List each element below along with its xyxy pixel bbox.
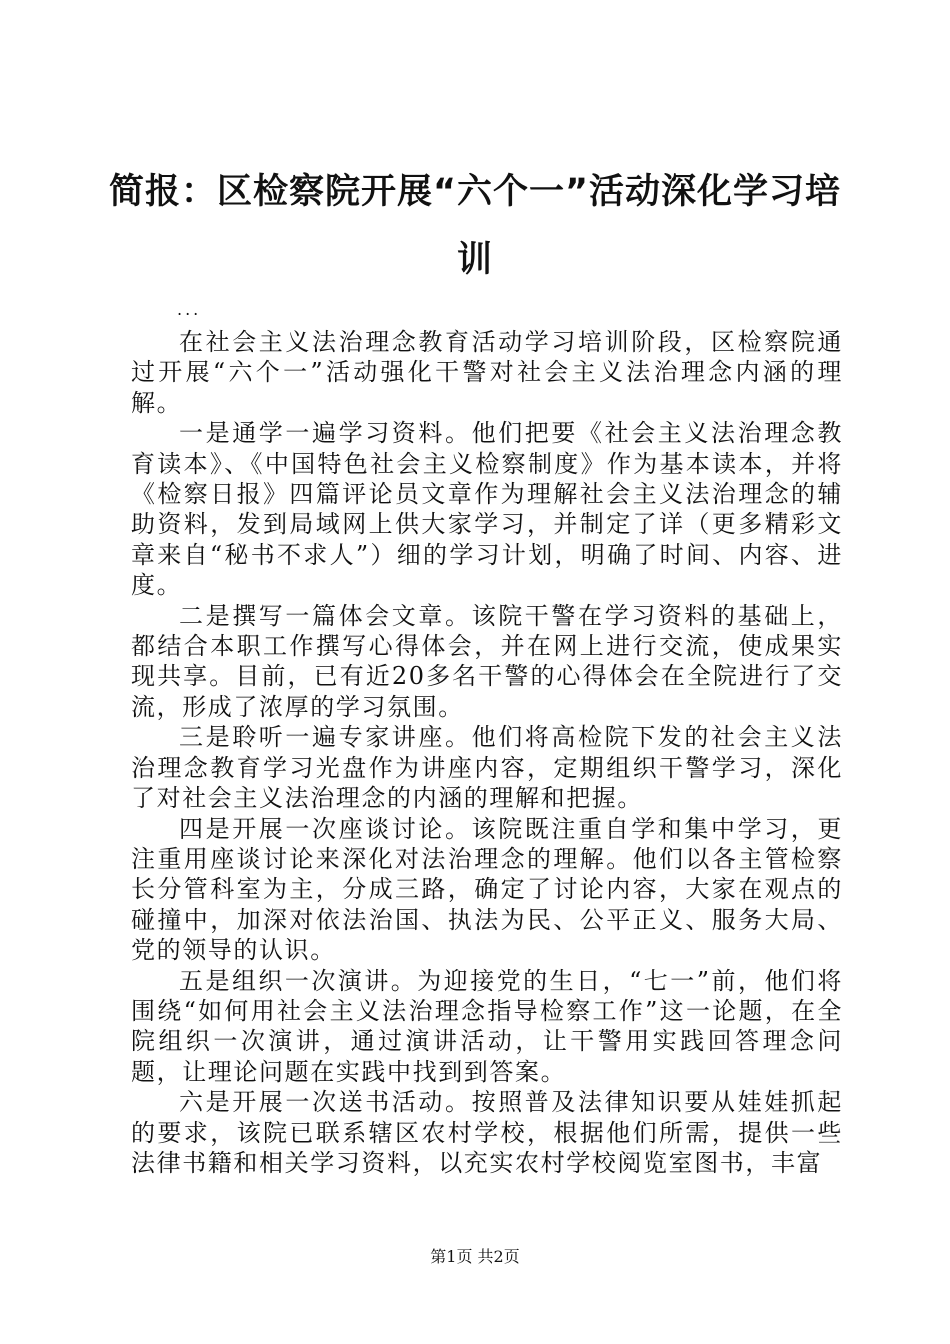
document-body <box>131 327 843 1178</box>
paragraph-2: 二是撰写一篇体会文章。该院干警在学习资料的基础上，都结合本职工作撰写心得体会，并在网上进行交流，使成果实现共享。目前，已有近20多名干警的心得体会在全院进行了交流，形成了浓厚的学习氛围。 <box>131 601 843 721</box>
paragraph-3: 三是聆听一遍专家讲座。他们将高检院下发的社会主义法治理念教育学习光盘作为讲座内容，定期组织干警学习，深化了对社会主义法治理念的内涵的理解和把握。 <box>131 723 843 813</box>
paragraph-4: 四是开展一次座谈讨论。该院既注重自学和集中学习，更注重用座谈讨论来深化对法治理念的理解。他们以各主管检察长分管科室为主，分成三路，确定了讨论内容，大家在观点的碰撞中，加深对依法治国、执法为民、公平正义、服务大局、党的领导的认识。 <box>131 814 843 965</box>
paragraph-intro: 在社会主义法治理念教育活动学习培训阶段，区检察院通过开展“六个一”活动强化干警对社会主义法治理念内涵的理解。 <box>131 328 843 417</box>
document-title: 简报：区检察院开展“六个一”活动深化学习培训 <box>108 172 841 280</box>
paragraph-6: 六是开展一次送书活动。按照普及法律知识要从娃娃抓起的要求，该院已联系辖区农村学校，根据他们所需，提供一些法律书籍和相关学习资料，以充实农村学校阅览室图书，丰富 <box>131 1088 843 1177</box>
ellipsis-text: ... <box>177 300 202 319</box>
paragraph-5: 五是组织一次演讲。为迎接党的生日，“七一”前，他们将围绕“如何用社会主义法治理念指导检察工作”这一论题，在全院组织一次演讲，通过演讲活动，让干警用实践回答理念问题，让理论问题在实践中找到到答案。 <box>131 966 843 1086</box>
paragraph-1: 一是通学一遍学习资料。他们把要《社会主义法治理念教育读本》、《中国特色社会主义检察制度》作为基本读本，并将《检察日报》四篇评论员文章作为理解社会主义法治理念的辅助资料，发到局域网上供大家学习，并制定了详（更多精彩文章来自“秘书不求人”）细的学习计划，明确了时间、内容、进度。 <box>131 419 843 600</box>
page-number-footer: 第1页 共2页 <box>430 1247 520 1266</box>
